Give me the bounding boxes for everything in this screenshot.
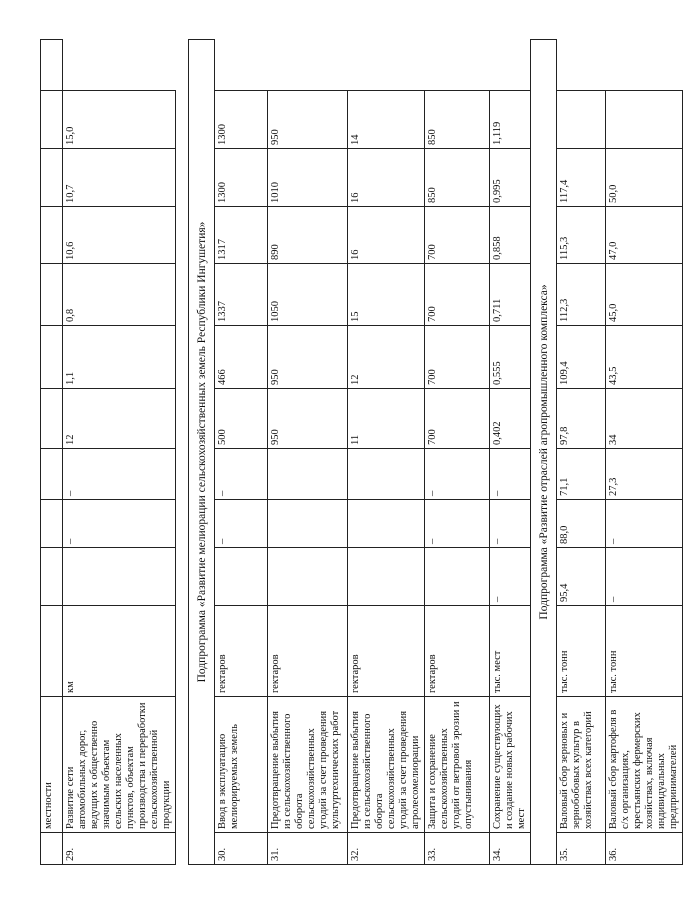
value-cell [557,91,606,149]
value-cell: 700 [425,326,490,389]
value-cell: 0,402 [490,389,531,449]
value-cell: – [63,449,176,500]
value-cell [268,449,348,500]
value-cell: 115,3 [557,207,606,264]
value-cell: 950 [268,389,348,449]
rotated-page [40,80,679,865]
row-unit: тыс. мест [490,606,531,697]
row-number: 35. [557,833,606,865]
value-cell: 1010 [268,149,348,207]
value-cell [348,449,425,500]
row-number: 36. [606,833,683,865]
value-cell: – [425,500,490,548]
value-cell: – [63,500,176,548]
row-unit: тыс. тонн [557,606,606,697]
table-row [268,40,348,865]
value-cell: 47,0 [606,207,683,264]
value-cell: 50,0 [606,149,683,207]
value-cell: – [215,500,268,548]
row-name: Предотвращение выбытия из сельскохозяйственного оборота сельскохозяйственных угодий за счет проведения культуртехнических работ [268,697,348,833]
value-cell: 88,0 [557,500,606,548]
row-number: 33. [425,833,490,865]
value-cell: 95,4 [557,548,606,606]
row-unit: гектаров [215,606,268,697]
row-name: местности [41,697,63,833]
value-cell: 27,3 [606,449,683,500]
value-cell: 0,555 [490,326,531,389]
value-cell: 109,4 [557,326,606,389]
value-cell: 1317 [215,207,268,264]
value-cell: 112,3 [557,264,606,326]
value-cell [425,548,490,606]
row-unit: гектаров [425,606,490,697]
value-cell: 1,1 [63,326,176,389]
value-cell: 850 [425,91,490,149]
value-cell [606,91,683,149]
value-cell: 16 [348,207,425,264]
table-row [557,40,606,865]
value-cell: 10,7 [63,149,176,207]
value-cell: 117,4 [557,149,606,207]
value-cell: 45,0 [606,264,683,326]
row-name: Валовый сбор картофеля в с/х организациях, крестьянских фермерских хозяйствах, включая индивидуальных предпринимателей [606,697,683,833]
value-cell [268,548,348,606]
row-unit: гектаров [268,606,348,697]
value-cell: 1337 [215,264,268,326]
value-cell [63,548,176,606]
value-cell: 34 [606,389,683,449]
value-cell: 0,711 [490,264,531,326]
table-row [63,40,176,865]
row-name: Развитие сети автомобильных дорог, ведущих к общественно значимым объектам сельских населенных пунктов, объектам производства и переработки сельскохозяйственной продукции [63,697,176,833]
row-number: 34. [490,833,531,865]
value-cell: 10,6 [63,207,176,264]
value-cell: 1,119 [490,91,531,149]
value-cell: 16 [348,149,425,207]
table-row [606,40,683,865]
row-name: Предотвращение выбытия из сельскохозяйственного оборота сельскохозяйственных угодий за счет проведения агролесомелиорации [348,697,425,833]
value-cell [268,500,348,548]
value-cell [348,500,425,548]
value-cell: 14 [348,91,425,149]
value-cell: 71,1 [557,449,606,500]
section-title: Подпрограмма «Развитие мелиорации сельскохозяйственных земель Республики Ингушетия» [189,40,215,865]
row-number: 29. [63,833,176,865]
table-row [348,40,425,865]
row-number: 32. [348,833,425,865]
value-cell: 500 [215,389,268,449]
section-title: Подпрограмма «Развитие отраслей агропромышленного комплекса» [531,40,557,865]
value-cell: 700 [425,207,490,264]
value-cell: – [490,548,531,606]
value-cell: 0,995 [490,149,531,207]
row-unit: км [63,606,176,697]
table-row [490,40,531,865]
value-cell: 850 [425,149,490,207]
row-name: Валовый сбор зерновых и зернобобовых культур в хозяйствах всех категорий [557,697,606,833]
section-header-row [531,40,557,865]
value-cell: 950 [268,326,348,389]
value-cell: 15 [348,264,425,326]
section-header-row [189,40,215,865]
row-unit: гектаров [348,606,425,697]
value-cell [215,548,268,606]
value-cell: – [606,548,683,606]
value-cell: 1300 [215,91,268,149]
value-cell [348,548,425,606]
value-cell: 11 [348,389,425,449]
row-number: 30. [215,833,268,865]
value-cell: 890 [268,207,348,264]
indicators-table [40,39,683,865]
value-cell: 97,8 [557,389,606,449]
row-name: Защита и сохранение сельскохозяйственных угодий от ветровой эрозии и опустынивания [425,697,490,833]
value-cell: 12 [63,389,176,449]
table-row [215,40,268,865]
value-cell: 1050 [268,264,348,326]
value-cell: 700 [425,389,490,449]
row-unit [41,606,63,697]
value-cell: 0,858 [490,207,531,264]
value-cell: – [490,500,531,548]
row-number [41,833,63,865]
value-cell: – [425,449,490,500]
value-cell: 12 [348,326,425,389]
row-name: Ввод в эксплуатацию мелиорируемых земель [215,697,268,833]
value-cell: 950 [268,91,348,149]
value-cell: 466 [215,326,268,389]
value-cell: 1300 [215,149,268,207]
value-cell: 15,0 [63,91,176,149]
value-cell: – [215,449,268,500]
value-cell: 0,8 [63,264,176,326]
value-cell: – [490,449,531,500]
value-cell: 43,5 [606,326,683,389]
row-name: Сохранение существующих и создание новых рабочих мест [490,697,531,833]
table-row [41,40,63,865]
row-number: 31. [268,833,348,865]
value-cell: 700 [425,264,490,326]
row-unit: тыс. тонн [606,606,683,697]
value-cell: – [606,500,683,548]
table-row [425,40,490,865]
